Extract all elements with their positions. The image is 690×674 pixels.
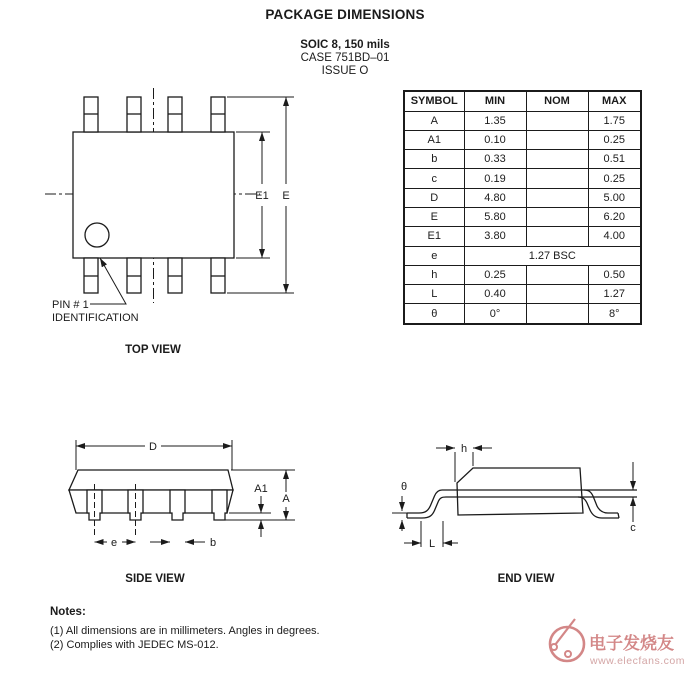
dim-label-E1: E1 [255, 190, 269, 202]
cell-min: 0.40 [464, 285, 526, 304]
watermark-brand: 电子发烧友 [589, 634, 674, 653]
cell-max: 5.00 [588, 188, 641, 207]
cell-symbol: A1 [404, 130, 464, 149]
note-item-1: (1) All dimensions are in millimeters. Angles in degrees. [50, 625, 320, 637]
top-view-drawing [40, 85, 310, 370]
watermark [540, 608, 690, 672]
table-row [404, 227, 641, 246]
cell-min: 5.80 [464, 207, 526, 226]
cell-max: 0.25 [588, 130, 641, 149]
dim-label-theta: θ [400, 481, 408, 493]
cell-max: 0.50 [588, 265, 641, 284]
cell-span-value: 1.27 BSC [464, 246, 641, 265]
top-pins [84, 97, 225, 132]
dimensions-table [403, 90, 642, 325]
end-view-drawing [388, 430, 650, 590]
cell-symbol: L [404, 285, 464, 304]
dim-label-h: h [460, 443, 468, 455]
cell-max: 8° [588, 304, 641, 324]
case-number: CASE 751BD–01 [300, 52, 390, 64]
cell-symbol: θ [404, 304, 464, 324]
cell-symbol: E [404, 207, 464, 226]
cell-nom [526, 130, 588, 149]
cell-min: 1.35 [464, 111, 526, 130]
dim-label-c: c [630, 522, 636, 534]
table-row [404, 207, 641, 226]
cell-symbol: c [404, 169, 464, 188]
cell-symbol: D [404, 188, 464, 207]
cell-min: 4.80 [464, 188, 526, 207]
cell-nom [526, 207, 588, 226]
table-row [404, 169, 641, 188]
col-header-symbol: SYMBOL [404, 91, 464, 111]
table-row [404, 130, 641, 149]
pin1-label-line2: IDENTIFICATION [52, 312, 139, 324]
cell-symbol: e [404, 246, 464, 265]
cell-min: 3.80 [464, 227, 526, 246]
top-view-label: TOP VIEW [125, 344, 181, 356]
cell-symbol: h [404, 265, 464, 284]
table-row [404, 150, 641, 169]
cell-min: 0° [464, 304, 526, 324]
notes-section [50, 606, 320, 652]
table-row-e [404, 246, 641, 265]
dim-label-e: e [110, 537, 118, 549]
cell-nom [526, 111, 588, 130]
dim-label-L: L [428, 538, 436, 550]
table-row [404, 188, 641, 207]
cell-symbol: E1 [404, 227, 464, 246]
dim-label-E: E [282, 190, 290, 202]
side-view-label: SIDE VIEW [125, 573, 185, 585]
page-title: PACKAGE DIMENSIONS [265, 7, 425, 22]
cell-max: 0.51 [588, 150, 641, 169]
cell-nom [526, 265, 588, 284]
cell-max: 1.75 [588, 111, 641, 130]
package-subtitle [0, 39, 690, 78]
cell-nom [526, 188, 588, 207]
col-header-nom: NOM [526, 91, 588, 111]
table-row [404, 304, 641, 324]
package-body-upper [69, 470, 233, 490]
right-lead [578, 490, 619, 518]
notes-heading: Notes: [50, 606, 86, 618]
table-row [404, 265, 641, 284]
cell-max: 4.00 [588, 227, 641, 246]
cell-nom [526, 169, 588, 188]
cell-symbol: b [404, 150, 464, 169]
cell-min: 0.10 [464, 130, 526, 149]
dim-label-D: D [149, 441, 157, 453]
cell-nom [526, 150, 588, 169]
cell-min: 0.25 [464, 265, 526, 284]
dim-label-b: b [210, 537, 217, 549]
col-header-max: MAX [588, 91, 641, 111]
side-view-drawing [55, 430, 305, 590]
table-row [404, 285, 641, 304]
cell-max: 6.20 [588, 207, 641, 226]
cell-symbol: A [404, 111, 464, 130]
bottom-pins [84, 258, 225, 293]
end-view-label: END VIEW [497, 573, 555, 585]
package-name: SOIC 8, 150 mils [300, 39, 390, 51]
package-body-top-view [73, 132, 234, 258]
pin1-label-line1: PIN # 1 [52, 299, 89, 311]
dim-label-A1: A1 [254, 483, 268, 495]
cell-max: 1.27 [588, 285, 641, 304]
table-row [404, 111, 641, 130]
dim-label-A: A [282, 493, 290, 505]
table-header-row [404, 91, 641, 111]
elecfans-logo-icon [550, 619, 584, 661]
note-item-2: (2) Complies with JEDEC MS-012. [50, 639, 219, 651]
cell-max: 0.25 [588, 169, 641, 188]
package-body-end-view [457, 468, 583, 515]
issue-label: ISSUE O [321, 65, 369, 77]
col-header-min: MIN [464, 91, 526, 111]
cell-nom [526, 227, 588, 246]
cell-nom [526, 304, 588, 324]
watermark-url: www.elecfans.com [590, 655, 685, 667]
cell-min: 0.19 [464, 169, 526, 188]
cell-nom [526, 285, 588, 304]
cell-min: 0.33 [464, 150, 526, 169]
left-lead [407, 490, 446, 518]
